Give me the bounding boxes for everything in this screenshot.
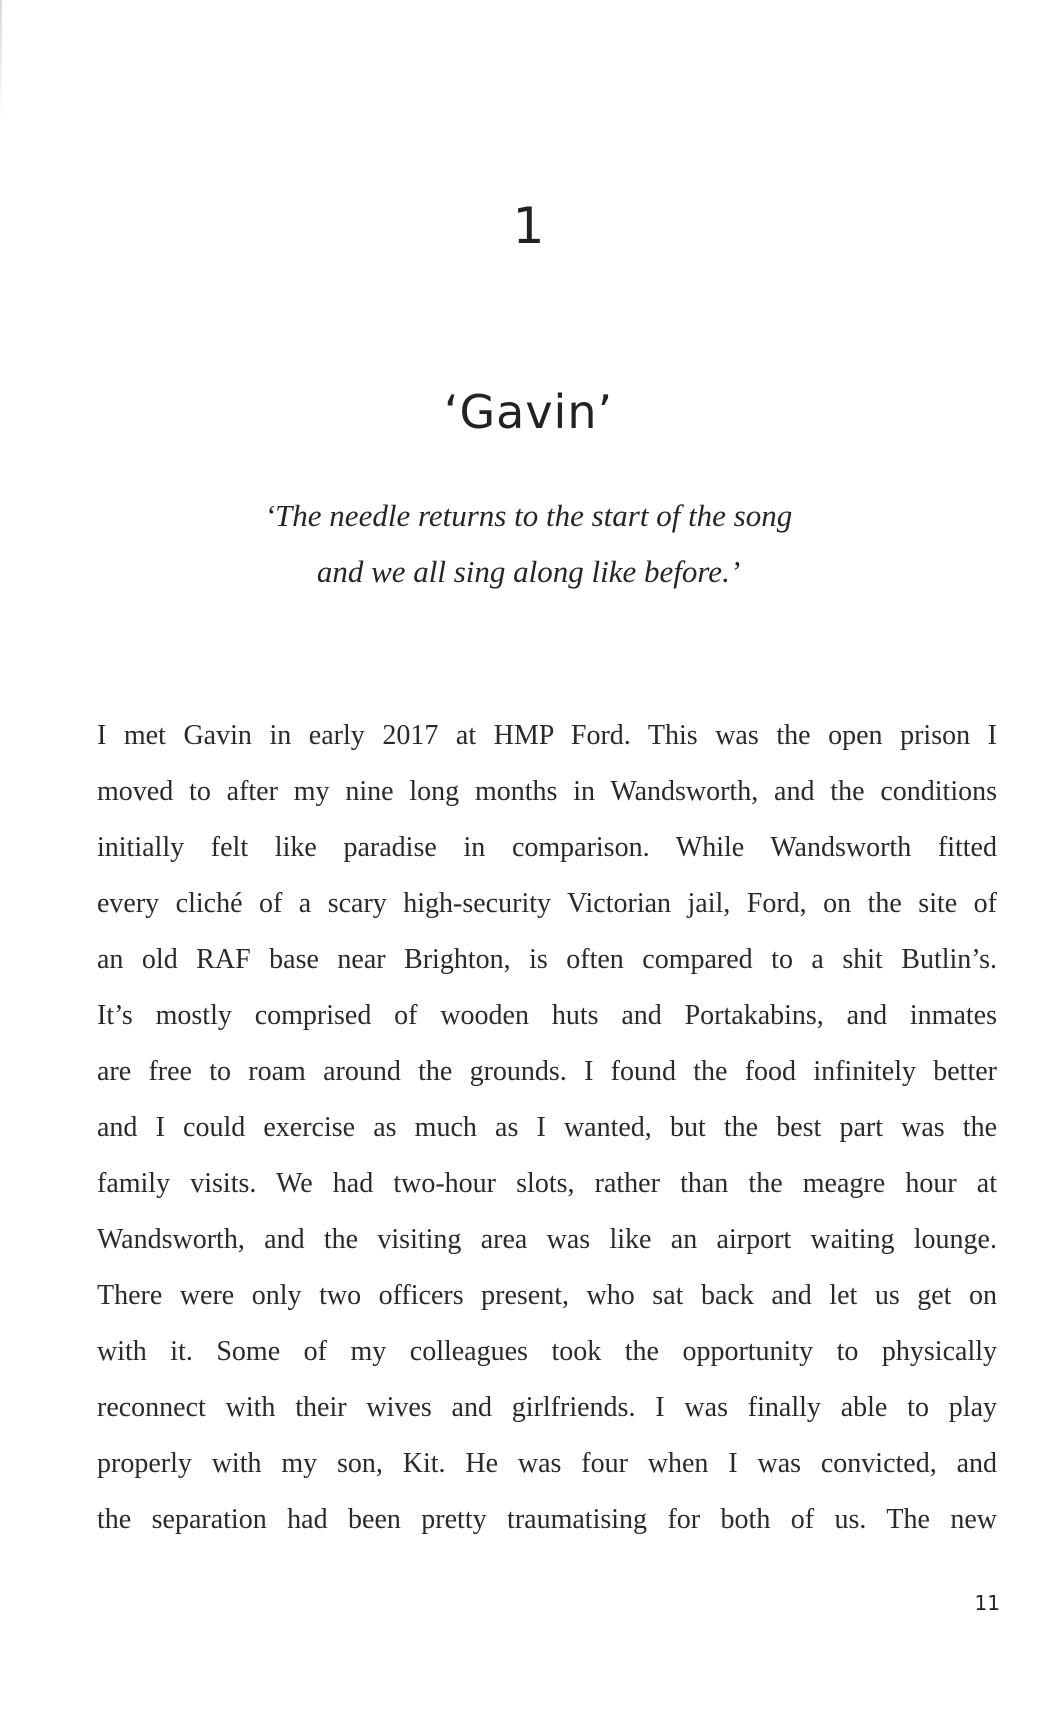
epigraph-line: ‘The needle returns to the start of the song bbox=[264, 498, 793, 533]
body-paragraph bbox=[97, 708, 997, 1548]
body-line: and I could exercise as much as I wanted, but the best part was the bbox=[97, 1112, 997, 1143]
body-line: There were only two officers present, who sat back and let us get on bbox=[97, 1280, 997, 1311]
body-line: I met Gavin in early 2017 at HMP Ford. This was the open prison I bbox=[97, 720, 997, 751]
body-line: Wandsworth, and the visiting area was like an airport waiting lounge. bbox=[97, 1224, 997, 1255]
body-line: initially felt like paradise in comparison. While Wandsworth fitted bbox=[97, 832, 997, 863]
body-line: properly with my son, Kit. He was four when I was convicted, and bbox=[97, 1448, 997, 1479]
epigraph bbox=[0, 488, 1057, 600]
chapter-title: ‘Gavin’ bbox=[443, 385, 614, 439]
body-line: It’s mostly comprised of wooden huts and Portakabins, and inmates bbox=[97, 1000, 997, 1031]
body-line: every cliché of a scary high-security Victorian jail, Ford, on the site of bbox=[97, 888, 997, 919]
chapter-number: 1 bbox=[512, 197, 545, 255]
body-line: an old RAF base near Brighton, is often compared to a shit Butlin’s. bbox=[97, 944, 997, 975]
epigraph-line: and we all sing along like before.’ bbox=[316, 554, 741, 589]
body-line: the separation had been pretty traumatising for both of us. The new bbox=[97, 1504, 997, 1535]
body-line: family visits. We had two-hour slots, rather than the meagre hour at bbox=[97, 1168, 997, 1199]
body-line: with it. Some of my colleagues took the opportunity to physically bbox=[97, 1336, 997, 1367]
page-number: 11 bbox=[974, 1591, 1000, 1615]
body-line: moved to after my nine long months in Wandsworth, and the conditions bbox=[97, 776, 997, 807]
body-line: reconnect with their wives and girlfriends. I was finally able to play bbox=[97, 1392, 997, 1423]
page-edge bbox=[0, 0, 2, 120]
body-line: are free to roam around the grounds. I found the food infinitely better bbox=[97, 1056, 997, 1087]
